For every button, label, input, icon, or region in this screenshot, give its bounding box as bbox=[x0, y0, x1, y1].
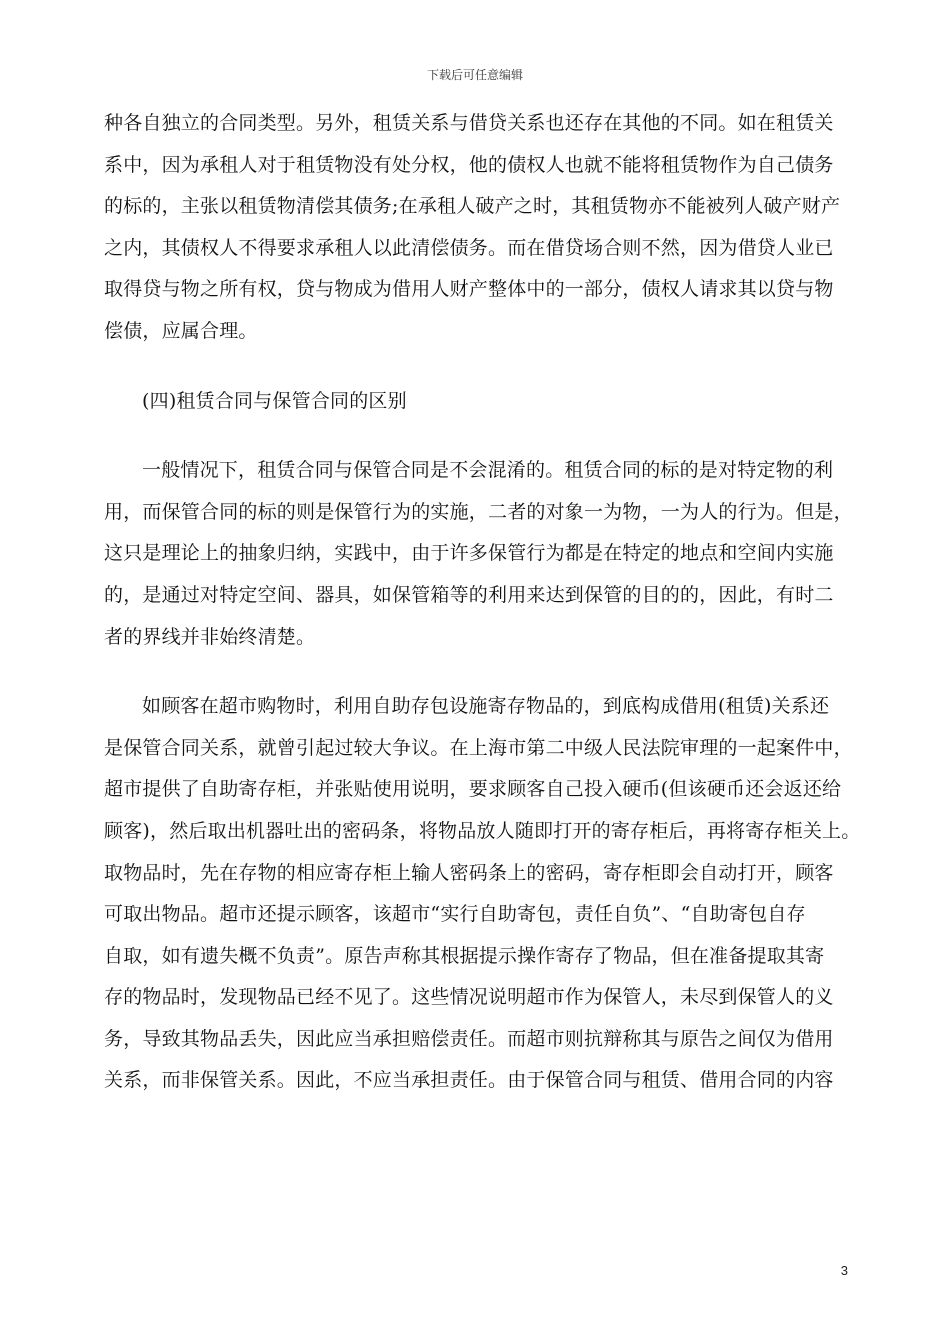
text-line: 自取，如有遗失概不负责”。原告声称其根据提示操作寄存了物品，但在准备提取其寄 bbox=[104, 944, 825, 967]
paragraph-1 bbox=[104, 108, 854, 358]
text-line: 是保管合同关系，就曾引起过较大争议。在上海市第二中级人民法院审理的一起案件中， bbox=[104, 736, 853, 759]
text-line: 可取出物品。超市还提示顾客，该超市“实行自助寄包，责任自负”、“自助寄包自存 bbox=[104, 903, 806, 926]
paragraph-spacer bbox=[104, 427, 854, 455]
document-body bbox=[104, 108, 861, 1107]
text-line: 超市提供了自助寄存柜，并张贴使用说明，要求顾客自己投入硬币(但该硬币还会返还给 bbox=[104, 778, 842, 801]
text-line: 关系，而非保管关系。因此，不应当承担责任。由于保管合同与租赁、借用合同的内容 bbox=[104, 1069, 834, 1092]
text-line: 顾客)，然后取出机器吐出的密码条，将物品放人随即打开的寄存柜后，再将寄存柜关上。 bbox=[104, 819, 861, 842]
text-line: 的，是通过对特定空间、器具，如保管箱等的利用来达到保管的目的的，因此，有时二 bbox=[104, 583, 834, 606]
text-line: 取物品时，先在存物的相应寄存柜上输人密码条上的密码，寄存柜即会自动打开，顾客 bbox=[104, 861, 834, 884]
page-header-note: 下载后可任意编辑 bbox=[426, 68, 523, 82]
text-line: 之内，其债权人不得要求承租人以此清偿债务。而在借贷场合则不然，因为借贷人业已 bbox=[104, 236, 834, 259]
text-line: 偿债，应属合理。 bbox=[104, 319, 258, 342]
text-line: 系中，因为承租人对于租赁物没有处分权，他的债权人也就不能将租赁物作为自己债务 bbox=[104, 153, 834, 176]
paragraph-spacer bbox=[104, 358, 854, 386]
paragraph-2 bbox=[104, 455, 854, 663]
text-line: 者的界线并非始终清楚。 bbox=[104, 625, 316, 648]
text-line: 务，导致其物品丢失，因此应当承担赔偿责任。而超市则抗辩称其与原告之间仅为借用 bbox=[104, 1027, 834, 1050]
text-line: 如顾客在超市购物时，利用自助存包设施寄存物品的，到底构成借用(租赁)关系还 bbox=[142, 695, 830, 718]
section-heading bbox=[104, 386, 854, 428]
text-line: 种各自独立的合同类型。另外，租赁关系与借贷关系也还存在其他的不同。如在租赁关 bbox=[104, 112, 834, 134]
paragraph-3 bbox=[104, 691, 861, 1107]
text-line: 取得贷与物之所有权，贷与物成为借用人财产整体中的一部分，债权人请求其以贷与物 bbox=[104, 278, 834, 301]
text-line: 一般情况下，租赁合同与保管合同是不会混淆的。租赁合同的标的是对特定物的利 bbox=[142, 459, 834, 482]
text-line: 的标的，主张以租赁物清偿其债务;在承租人破产之时，其租赁物亦不能被列人破产财产 bbox=[104, 195, 841, 218]
paragraph-spacer bbox=[104, 663, 854, 691]
text-line: 这只是理论上的抽象归纳，实践中，由于许多保管行为都是在特定的地点和空间内实施 bbox=[104, 542, 834, 565]
text-line: 用，而保管合同的标的则是保管行为的实施，二者的对象一为物，一为人的行为。但是， bbox=[104, 500, 853, 523]
text-line: 存的物品时，发现物品已经不见了。这些情况说明超市作为保管人，未尽到保管人的义 bbox=[104, 986, 834, 1009]
page-number: 3 bbox=[840, 1263, 848, 1278]
heading-text: (四)租赁合同与保管合同的区别 bbox=[142, 389, 407, 412]
